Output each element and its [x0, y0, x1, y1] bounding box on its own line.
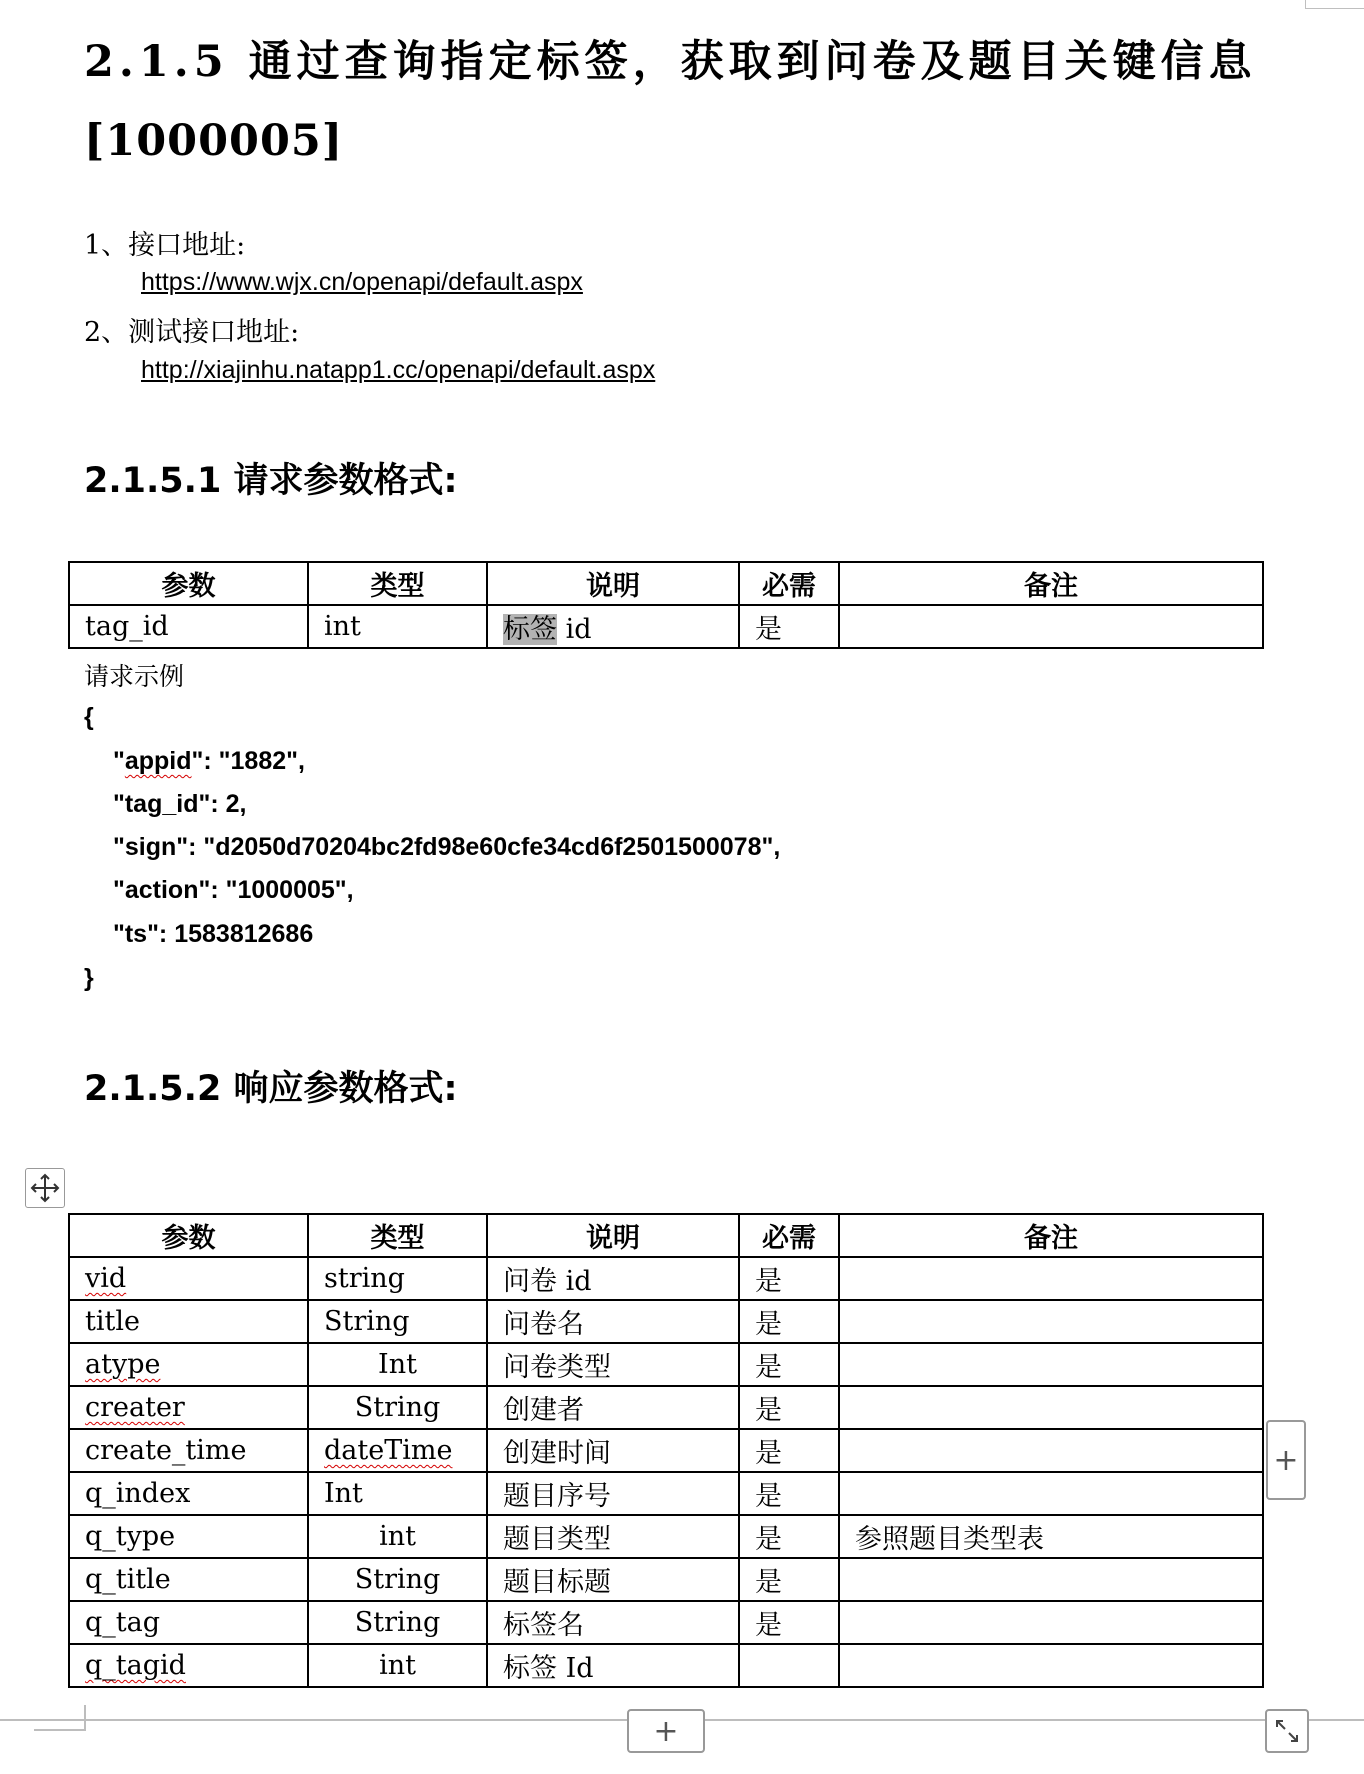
cell-description[interactable]: 题目标题: [487, 1558, 739, 1601]
response-params-table: [68, 1213, 1264, 1688]
section-heading: 2.1.5 通过查询指定标签，获取到问卷及题目关键信息: [84, 37, 1257, 87]
cell-description[interactable]: 题目序号: [487, 1472, 739, 1515]
request-example-label: 请求示例: [84, 662, 185, 691]
cell-description[interactable]: 标签 Id: [487, 1644, 739, 1687]
cell-required[interactable]: 是: [739, 1515, 839, 1558]
header-description: 说明: [487, 562, 739, 605]
test-interface-address-link[interactable]: http://xiajinhu.natapp1.cc/openapi/default.aspx: [141, 356, 656, 384]
cell-required[interactable]: 是: [739, 1343, 839, 1386]
header-note: 备注: [839, 562, 1263, 605]
json-close-brace: }: [84, 964, 94, 992]
cell-type[interactable]: int: [308, 1644, 487, 1687]
table-row: [69, 1343, 1263, 1386]
cell-type[interactable]: String: [308, 1601, 487, 1644]
cell-required[interactable]: 是: [739, 605, 839, 648]
response-params-title: 2.1.5.2 响应参数格式:: [84, 1069, 458, 1109]
json-line: "ts": 1583812686: [113, 920, 314, 948]
json-line: "sign": "d2050d70204bc2fd98e60cfe34cd6f2501500078",: [113, 833, 781, 861]
cell-param[interactable]: title: [69, 1300, 308, 1343]
cell-required[interactable]: 是: [739, 1257, 839, 1300]
cell-required[interactable]: 是: [739, 1300, 839, 1343]
cell-note[interactable]: [839, 1257, 1263, 1300]
header-required: 必需: [739, 1214, 839, 1257]
cell-type[interactable]: int: [308, 605, 487, 648]
header-note: 备注: [839, 1214, 1263, 1257]
cell-note[interactable]: [839, 1601, 1263, 1644]
cell-description[interactable]: 标签名: [487, 1601, 739, 1644]
param-text: atype: [85, 1349, 161, 1380]
section-heading-code: [1000005]: [84, 116, 344, 166]
cell-param[interactable]: [69, 1386, 308, 1429]
table-row: [69, 1300, 1263, 1343]
resize-arrows-icon: [1273, 1717, 1301, 1745]
cell-param[interactable]: q_tag: [69, 1601, 308, 1644]
cell-required[interactable]: 是: [739, 1472, 839, 1515]
cell-type[interactable]: Int: [308, 1343, 487, 1386]
cell-required[interactable]: 是: [739, 1558, 839, 1601]
cell-param[interactable]: q_type: [69, 1515, 308, 1558]
cell-type[interactable]: String: [308, 1558, 487, 1601]
cell-param[interactable]: q_title: [69, 1558, 308, 1601]
cell-param[interactable]: [69, 1257, 308, 1300]
highlighted-text: 标签: [503, 614, 557, 645]
cell-note[interactable]: 参照题目类型表: [839, 1515, 1263, 1558]
cell-note[interactable]: [839, 1472, 1263, 1515]
table-row: [69, 1472, 1263, 1515]
table-row: [69, 1601, 1263, 1644]
cell-description[interactable]: 创建者: [487, 1386, 739, 1429]
cell-type[interactable]: String: [308, 1300, 487, 1343]
cell-note[interactable]: [839, 1644, 1263, 1687]
cell-param[interactable]: [69, 1644, 308, 1687]
table-row: [69, 1386, 1263, 1429]
cell-type[interactable]: [308, 1429, 487, 1472]
table-row: [69, 1558, 1263, 1601]
cell-description[interactable]: 题目类型: [487, 1515, 739, 1558]
cell-note[interactable]: [839, 1300, 1263, 1343]
type-text: dateTime: [324, 1435, 453, 1466]
left-guide-bracket: [34, 1705, 86, 1731]
table-header-row: [69, 562, 1263, 605]
add-column-button[interactable]: [1266, 1420, 1306, 1500]
table-row: [69, 605, 1263, 648]
cell-note[interactable]: [839, 1343, 1263, 1386]
header-type: 类型: [308, 562, 487, 605]
interface-address-label: 1、接口地址:: [84, 230, 246, 261]
header-type: 类型: [308, 1214, 487, 1257]
cell-description[interactable]: 问卷名: [487, 1300, 739, 1343]
cell-param[interactable]: [69, 1343, 308, 1386]
cell-note[interactable]: [839, 1558, 1263, 1601]
cell-description[interactable]: 问卷类型: [487, 1343, 739, 1386]
table-move-handle[interactable]: [25, 1168, 65, 1208]
header-description: 说明: [487, 1214, 739, 1257]
cell-description[interactable]: 创建时间: [487, 1429, 739, 1472]
description-rest: id: [557, 614, 592, 645]
plus-icon: +: [653, 1713, 679, 1749]
param-text: creater: [85, 1392, 185, 1423]
move-arrows-icon: [30, 1173, 60, 1203]
json-line: "action": "1000005",: [113, 876, 354, 904]
cell-note[interactable]: [839, 1429, 1263, 1472]
cell-description[interactable]: 问卷 id: [487, 1257, 739, 1300]
param-text: vid: [85, 1263, 127, 1294]
header-param: 参数: [69, 1214, 308, 1257]
cell-note[interactable]: [839, 1386, 1263, 1429]
cell-required[interactable]: 是: [739, 1386, 839, 1429]
param-text: q_tagid: [85, 1650, 186, 1681]
header-required: 必需: [739, 562, 839, 605]
cell-type[interactable]: Int: [308, 1472, 487, 1515]
table-row: [69, 1515, 1263, 1558]
resize-table-handle[interactable]: [1265, 1709, 1309, 1753]
table-row: [69, 1257, 1263, 1300]
test-interface-address-label: 2、测试接口地址:: [84, 317, 300, 348]
cell-param[interactable]: tag_id: [69, 605, 308, 648]
json-key-appid: appid: [124, 747, 192, 775]
cell-param[interactable]: create_time: [69, 1429, 308, 1472]
json-line-appid: "appid": "1882",: [113, 747, 305, 775]
request-params-title: 2.1.5.1 请求参数格式:: [84, 461, 458, 501]
request-params-table: [68, 561, 1264, 649]
add-row-button[interactable]: [627, 1709, 705, 1753]
table-row: [69, 1644, 1263, 1687]
cell-required[interactable]: 是: [739, 1429, 839, 1472]
table-header-row: [69, 1214, 1263, 1257]
cell-note[interactable]: [839, 605, 1263, 648]
json-open-brace: {: [84, 703, 94, 731]
cell-required[interactable]: [739, 1644, 839, 1687]
cell-type[interactable]: String: [308, 1386, 487, 1429]
cell-type[interactable]: int: [308, 1515, 487, 1558]
header-param: 参数: [69, 562, 308, 605]
cell-type[interactable]: string: [308, 1257, 487, 1300]
cell-param[interactable]: q_index: [69, 1472, 308, 1515]
cell-required[interactable]: 是: [739, 1601, 839, 1644]
plus-icon: +: [1273, 1442, 1299, 1478]
json-line: "tag_id": 2,: [113, 790, 247, 818]
cell-description[interactable]: [487, 605, 739, 648]
table-row: [69, 1429, 1263, 1472]
window-corner-mark: [1305, 0, 1364, 9]
interface-address-link[interactable]: https://www.wjx.cn/openapi/default.aspx: [141, 268, 583, 296]
